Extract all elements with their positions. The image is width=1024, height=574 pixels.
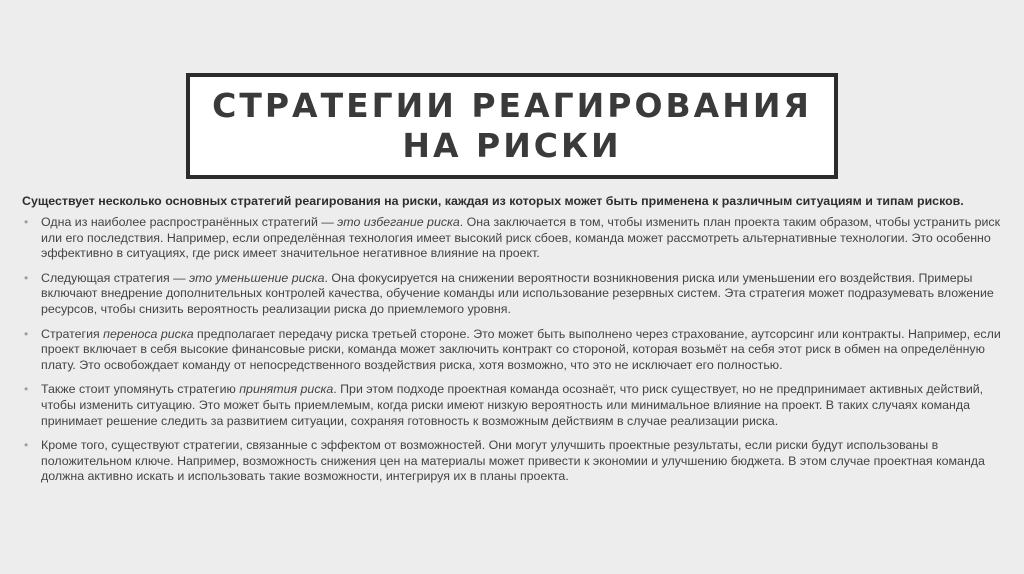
title-line-1: СТРАТЕГИИ РЕАГИРОВАНИЯ bbox=[212, 86, 812, 125]
bullet-text-after: . При этом подходе проектная команда осознаёт, что риск существует, но не предпринимает активных действий, чтобы изменить ситуацию. Это может быть приемлемым, когда риски имеют низкую вероятность или минимальное влияние на проект. В таких случаях команда принимает решение следить за развитием ситуации, сохраняя готовность к возможным действиям в случае реализации риска. bbox=[41, 382, 984, 428]
bullet-dot-icon: • bbox=[24, 382, 29, 397]
bullet-dot-icon: • bbox=[24, 438, 29, 453]
bullet-item-mitigation bbox=[22, 271, 1008, 318]
bullet-item-transfer bbox=[22, 327, 1008, 374]
bullet-text-emphasis: переноса риска bbox=[103, 326, 194, 341]
bullet-item-avoidance bbox=[22, 215, 1008, 262]
bullet-text-before: Кроме того, существуют стратегии, связанные с эффектом от возможностей. Они могут улучшить проектные результаты, если риски будут использованы в положительном ключе. Например, возможность снижения цен на материалы может привести к экономии и улучшению бюджета. В этом случае проектная команда должна активно искать и использовать такие возможности, интегрируя их в планы проекта. bbox=[41, 438, 985, 484]
bullet-list bbox=[22, 215, 1008, 485]
bullet-dot-icon: • bbox=[24, 326, 29, 341]
bullet-text-before: Следующая стратегия — bbox=[41, 270, 189, 285]
bullet-text-emphasis: принятия риска bbox=[239, 382, 334, 397]
bullet-text-after: . Она заключается в том, чтобы изменить план проекта таким образом, чтобы устранить риск или его последствия. Например, если определённая технология имеет высокий риск сбоев, команда может рассмотреть альтернативные технологии. Это особенно эффективно в ситуациях, где риск имеет значительное негативное влияние на проект. bbox=[41, 215, 1001, 261]
bullet-text-before: Одна из наиболее распространённых стратегий — bbox=[41, 215, 338, 229]
bullet-text-emphasis: это уменьшение риска bbox=[189, 270, 325, 285]
bullet-text-before: Также стоит упомянуть стратегию bbox=[41, 382, 240, 397]
bullet-item-opportunities bbox=[22, 438, 1008, 485]
bullet-text-after: предполагает передачу риска третьей стороне. Это может быть выполнено через страхование, аутсорсинг или контракты. Например, если проект включает в себя высокие финансовые риски, команда может заключить контракт со стороной, которая возьмёт на себя этот риск в обмен на определённую плату. Это освобождает команду от непосредственного воздействия риска, хотя возможно, что это не исключает его полностью. bbox=[41, 326, 1001, 372]
bullet-text-after: . Она фокусируется на снижении вероятности возникновения риска или уменьшении его воздействия. Примеры включают внедрение дополнительных контролей качества, обучение команды или использование резервных систем. Эта стратегия может подразумевать вложение ресурсов, чтобы снизить вероятность реализации риска до приемлемого уровня. bbox=[41, 270, 994, 316]
bullet-dot-icon: • bbox=[24, 215, 29, 229]
title-line-2: НА РИСКИ bbox=[402, 126, 622, 165]
title-box bbox=[186, 73, 838, 179]
bullet-item-acceptance bbox=[22, 382, 1008, 429]
content-area bbox=[22, 194, 1008, 494]
bullet-dot-icon: • bbox=[24, 270, 29, 285]
intro-paragraph: Существует несколько основных стратегий реагирования на риски, каждая из которых может быть применена к различным ситуациям и типам рисков. bbox=[22, 194, 964, 208]
bullet-text-emphasis: это избегание риска bbox=[337, 215, 460, 229]
bullet-text-before: Стратегия bbox=[41, 326, 104, 341]
